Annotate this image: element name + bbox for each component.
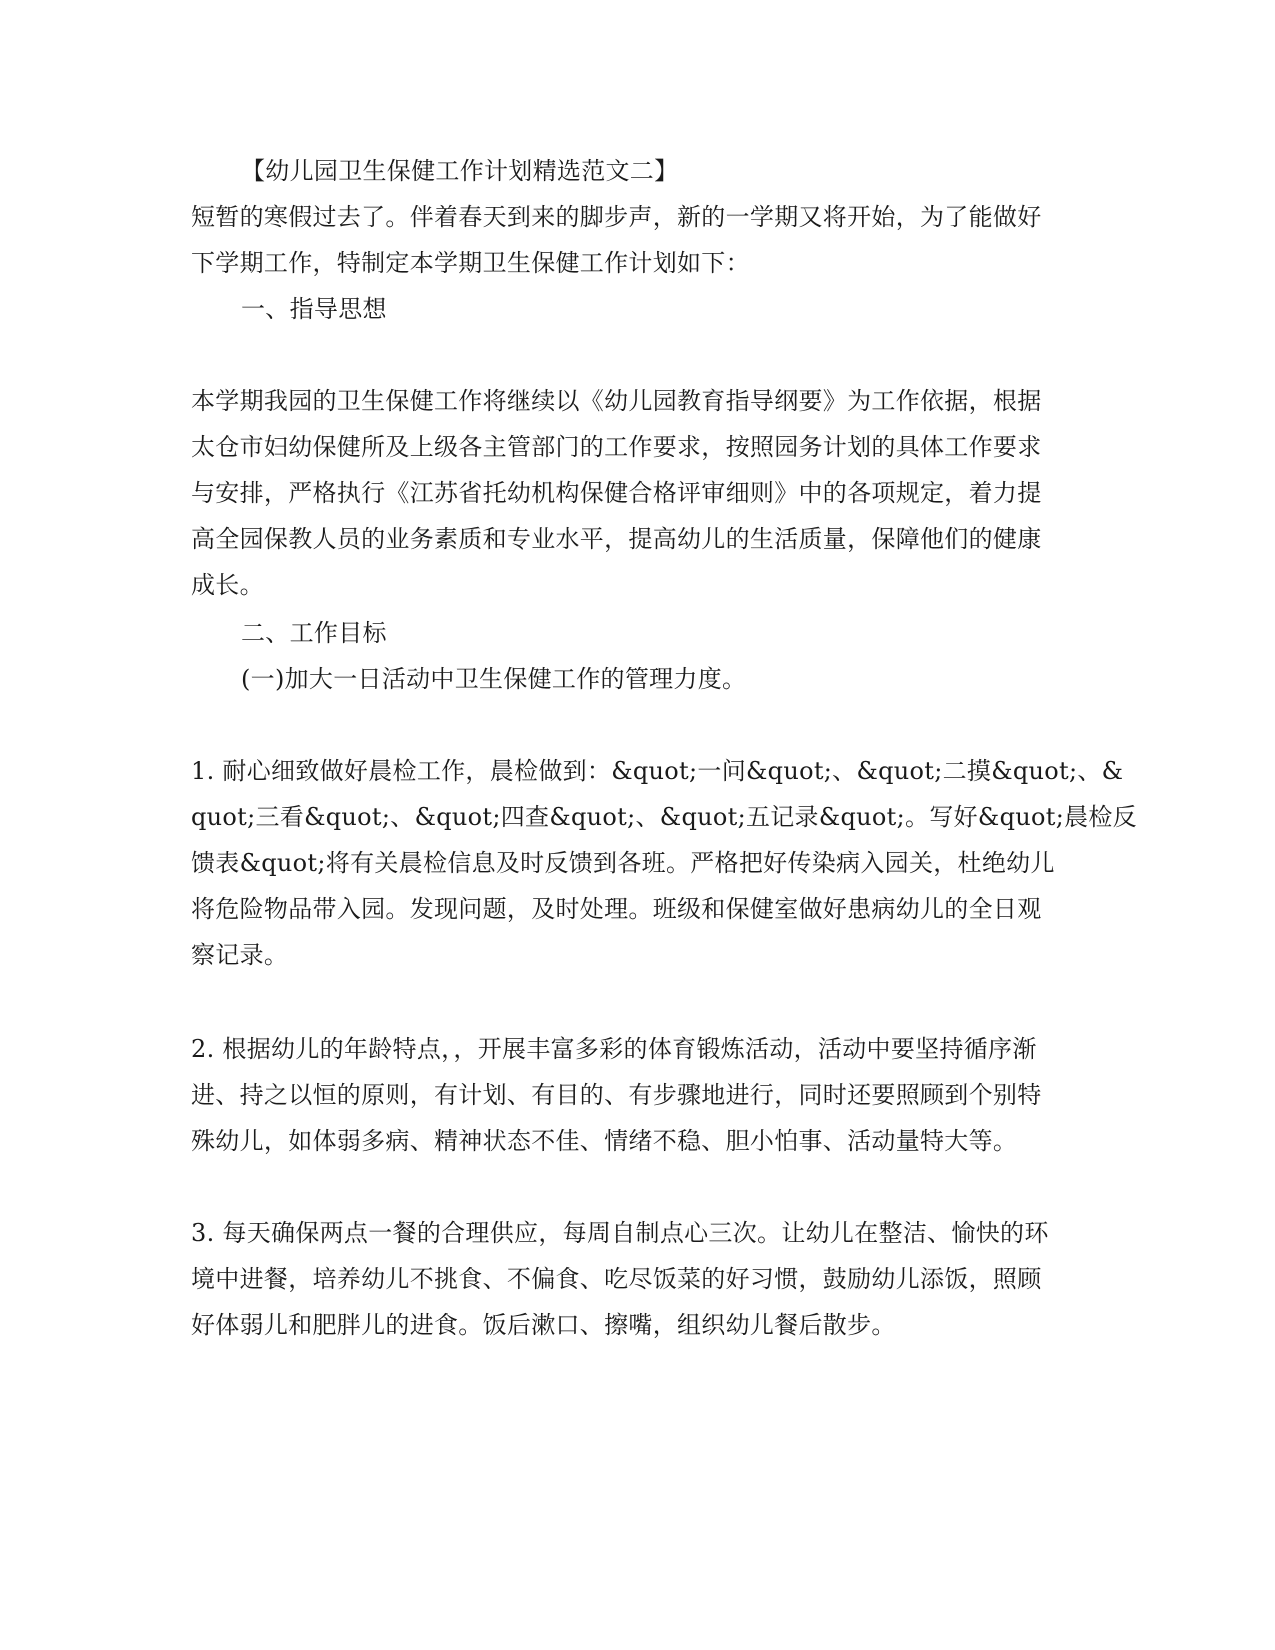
item1-line-4: 将危险物品带入园。发现问题，及时处理。班级和保健室做好患病幼儿的全日观 <box>191 895 1042 923</box>
item1-line-3: 馈表&quot;将有关晨检信息及时反馈到各班。严格把好传染病入园关，杜绝幼儿 <box>191 849 1055 877</box>
section2-heading: 二、工作目标 <box>241 619 387 647</box>
section1-body-line-5: 成长。 <box>191 571 264 599</box>
section1-body-line-2: 太仓市妇幼保健所及上级各主管部门的工作要求，按照园务计划的具体工作要求 <box>191 433 1042 461</box>
subsection1-heading: (一)加大一日活动中卫生保健工作的管理力度。 <box>241 665 747 693</box>
item3-line-1: 3. 每天确保两点一餐的合理供应，每周自制点心三次。让幼儿在整洁、愉快的环 <box>191 1219 1049 1247</box>
intro-line-1: 短暂的寒假过去了。伴着春天到来的脚步声，新的一学期又将开始，为了能做好 <box>191 203 1042 231</box>
item3-line-3: 好体弱儿和肥胖儿的进食。饭后漱口、擦嘴，组织幼儿餐后散步。 <box>191 1311 896 1339</box>
section1-body-line-1: 本学期我园的卫生保健工作将继续以《幼儿园教育指导纲要》为工作依据，根据 <box>191 387 1042 415</box>
section1-body-line-3: 与安排，严格执行《江苏省托幼机构保健合格评审细则》中的各项规定，着力提 <box>191 479 1042 507</box>
item2-line-3: 殊幼儿，如体弱多病、精神状态不佳、情绪不稳、胆小怕事、活动量特大等。 <box>191 1127 1018 1155</box>
item1-line-5: 察记录。 <box>191 941 289 969</box>
intro-line-2: 下学期工作，特制定本学期卫生保健工作计划如下： <box>191 249 750 277</box>
item2-line-1: 2. 根据幼儿的年龄特点，，开展丰富多彩的体育锻炼活动，活动中要坚持循序渐 <box>191 1035 1037 1063</box>
item3-line-2: 境中进餐，培养幼儿不挑食、不偏食、吃尽饭菜的好习惯，鼓励幼儿添饭，照顾 <box>191 1265 1042 1293</box>
item1-line-2: quot;三看&quot;、&quot;四查&quot;、&quot;五记录&quot;。写好&quot;晨检反 <box>191 803 1137 831</box>
item1-line-1: 1. 耐心细致做好晨检工作，晨检做到：&quot;一问&quot;、&quot;二摸&quot;、& <box>191 757 1124 785</box>
document-title: 【幼儿园卫生保健工作计划精选范文二】 <box>241 157 679 185</box>
section1-body-line-4: 高全园保教人员的业务素质和专业水平，提高幼儿的生活质量，保障他们的健康 <box>191 525 1042 553</box>
section1-heading: 一、指导思想 <box>241 295 387 323</box>
item2-line-2: 进、持之以恒的原则，有计划、有目的、有步骤地进行，同时还要照顾到个别特 <box>191 1081 1042 1109</box>
